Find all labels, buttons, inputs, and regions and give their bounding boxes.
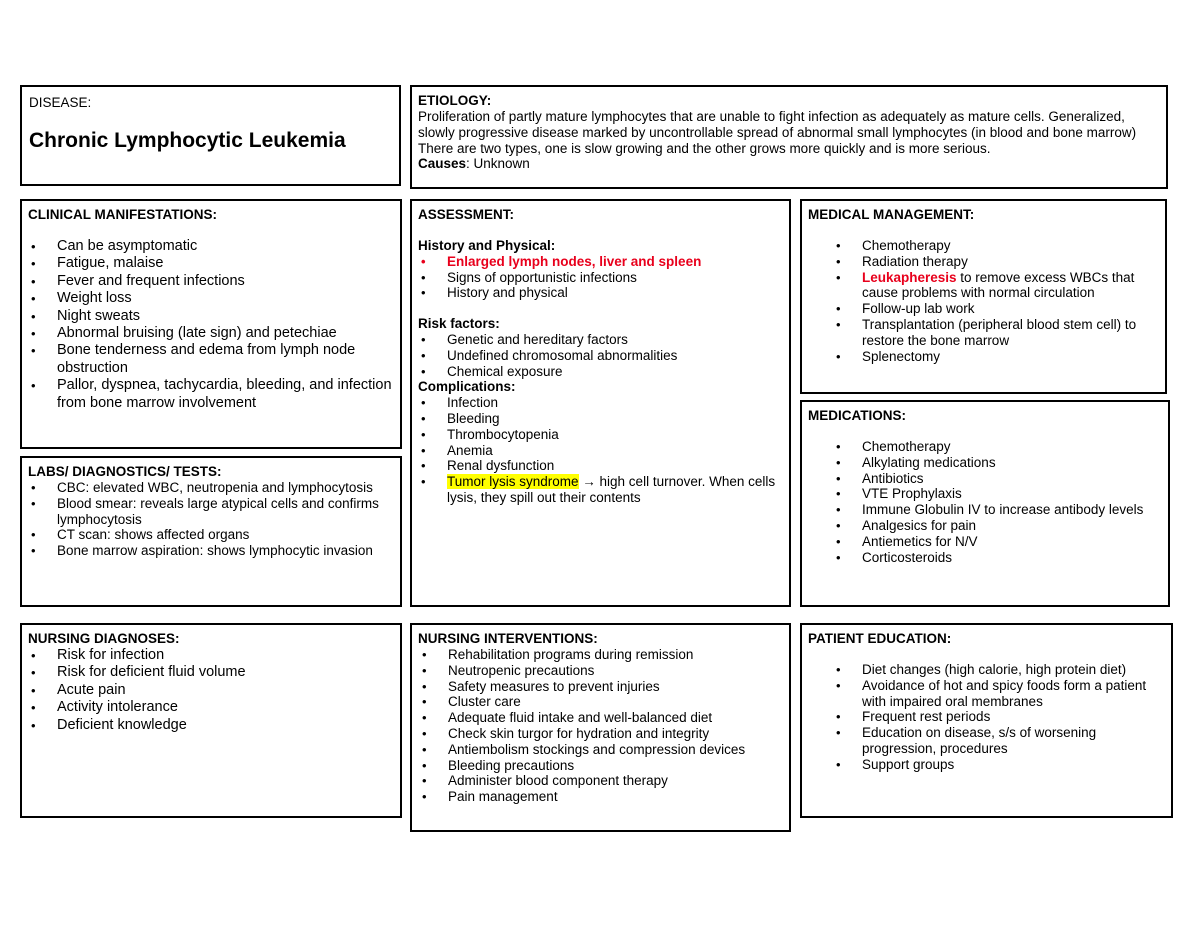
disease-label: DISEASE:: [29, 95, 92, 110]
list-item: • Chemotherapy: [836, 439, 1162, 455]
etiology-title: ETIOLOGY:: [418, 93, 492, 108]
medications-list: [808, 439, 1162, 565]
list-item: • Can be asymptomatic: [31, 238, 394, 255]
list-item: • Chemical exposure: [421, 364, 783, 380]
list-item: • Pain management: [422, 789, 783, 805]
list-item: • Deficient knowledge: [31, 717, 394, 734]
nursing-interventions-list: [418, 647, 783, 805]
hp-list: [418, 254, 783, 301]
nursing-interventions-box: [410, 623, 791, 832]
list-item: • Fever and frequent infections: [31, 273, 394, 290]
list-item: • Corticosteroids: [836, 550, 1162, 566]
labs-list: [28, 480, 394, 559]
etiology-box: [410, 85, 1168, 189]
list-item: • Cluster care: [422, 694, 783, 710]
list-item: • Alkylating medications: [836, 455, 1162, 471]
list-item: • Acute pain: [31, 682, 394, 699]
list-item: [836, 270, 1159, 302]
list-item: • Radiation therapy: [836, 254, 1159, 270]
list-item: • Administer blood component therapy: [422, 773, 783, 789]
list-item: • Support groups: [836, 757, 1165, 773]
list-item: • Education on disease, s/s of worsening progression, procedures: [836, 725, 1165, 757]
list-item: • CBC: elevated WBC, neutropenia and lymphocytosis: [31, 480, 394, 496]
list-item: • Diet changes (high calorie, high protein diet): [836, 662, 1165, 678]
labs-box: [20, 456, 402, 607]
list-item: • Anemia: [421, 443, 783, 459]
list-item: • Antiembolism stockings and compression devices: [422, 742, 783, 758]
assessment-title: ASSESSMENT:: [418, 207, 515, 222]
list-item: • Rehabilitation programs during remission: [422, 647, 783, 663]
causes-value: : Unknown: [466, 156, 530, 172]
list-item: • Frequent rest periods: [836, 709, 1165, 725]
list-item: • Risk for deficient fluid volume: [31, 664, 394, 681]
leukapheresis-label: Leukapheresis: [862, 269, 957, 285]
disease-box: [20, 85, 401, 186]
medications-title: MEDICATIONS:: [808, 408, 906, 423]
list-item: • Bone tenderness and edema from lymph node obstruction: [31, 342, 394, 377]
patient-education-box: [800, 623, 1173, 818]
list-item: • Genetic and hereditary factors: [421, 332, 783, 348]
medical-title: MEDICAL MANAGEMENT:: [808, 207, 975, 222]
patient-education-title: PATIENT EDUCATION:: [808, 631, 952, 646]
list-item: • Neutropenic precautions: [422, 663, 783, 679]
list-item: • Renal dysfunction: [421, 458, 783, 474]
list-item: • Analgesics for pain: [836, 518, 1162, 534]
list-item: • History and physical: [421, 285, 783, 301]
complications-label: Complications:: [418, 379, 516, 395]
causes-label: Causes: [418, 156, 467, 172]
labs-title: LABS/ DIAGNOSTICS/ TESTS:: [28, 464, 222, 479]
disease-name: Chronic Lymphocytic Leukemia: [29, 128, 346, 152]
list-item: • Follow-up lab work: [836, 301, 1159, 317]
list-item: • Night sweats: [31, 308, 394, 325]
list-item: • Activity intolerance: [31, 699, 394, 716]
tumor-lysis-highlight: Tumor lysis syndrome: [447, 474, 579, 490]
medical-list: [808, 238, 1159, 364]
list-item: • VTE Prophylaxis: [836, 486, 1162, 502]
complications-list: [418, 395, 783, 506]
list-item: • Abnormal bruising (late sign) and petechiae: [31, 325, 394, 342]
list-item: • Undefined chromosomal abnormalities: [421, 348, 783, 364]
clinical-title: CLINICAL MANIFESTATIONS:: [28, 207, 217, 222]
list-item: • Splenectomy: [836, 349, 1159, 365]
list-item: • Weight loss: [31, 290, 394, 307]
list-item: • Antibiotics: [836, 471, 1162, 487]
list-item: • Bleeding precautions: [422, 758, 783, 774]
risk-list: [418, 332, 783, 379]
list-item: • Adequate fluid intake and well-balanced diet: [422, 710, 783, 726]
list-item: • Bleeding: [421, 411, 783, 427]
list-item: • Safety measures to prevent injuries: [422, 679, 783, 695]
etiology-causes: [418, 156, 1160, 172]
list-item: • Immune Globulin IV to increase antibody levels: [836, 502, 1162, 518]
leukapheresis-text: to remove excess WBCs that cause problems with normal circulation: [862, 269, 1135, 301]
nursing-diagnoses-list: [28, 647, 394, 734]
list-item: • Blood smear: reveals large atypical cells and confirms lymphocytosis: [31, 496, 394, 528]
list-item: • Thrombocytopenia: [421, 427, 783, 443]
list-item: [421, 474, 783, 506]
tumor-lysis-text: → high cell turnover. When cells lysis, they spill out their contents: [447, 474, 776, 505]
nursing-diagnoses-title: NURSING DIAGNOSES:: [28, 631, 180, 646]
list-item: • Risk for infection: [31, 647, 394, 664]
assessment-box: [410, 199, 791, 607]
list-item: • Infection: [421, 395, 783, 411]
etiology-text: Proliferation of partly mature lymphocytes that are unable to fight infection as adequately as mature cells. Generalized, slowly progressive disease marked by uncontrollable spread of abnormal small lymphocytes (in blood and bone marrow) There are two types, one is slow growing and the other grows more quickly and is more serious.: [418, 109, 1137, 156]
clinical-list: [28, 238, 394, 412]
list-item: • Chemotherapy: [836, 238, 1159, 254]
medications-box: [800, 400, 1170, 607]
list-item: • Bone marrow aspiration: shows lymphocytic invasion: [31, 543, 394, 559]
list-item: • CT scan: shows affected organs: [31, 527, 394, 543]
list-item: • Antiemetics for N/V: [836, 534, 1162, 550]
list-item: • Pallor, dyspnea, tachycardia, bleeding, and infection from bone marrow involvement: [31, 377, 394, 412]
hp-label: History and Physical:: [418, 238, 556, 253]
patient-education-list: [808, 662, 1165, 773]
clinical-box: [20, 199, 402, 449]
nursing-interventions-title: NURSING INTERVENTIONS:: [418, 631, 598, 646]
hp-highlight-item: • Enlarged lymph nodes, liver and spleen: [421, 254, 783, 270]
list-item: • Signs of opportunistic infections: [421, 270, 783, 286]
list-item: • Fatigue, malaise: [31, 255, 394, 272]
risk-label: Risk factors:: [418, 316, 500, 332]
list-item: • Avoidance of hot and spicy foods form a patient with impaired oral membranes: [836, 678, 1165, 710]
list-item: • Check skin turgor for hydration and integrity: [422, 726, 783, 742]
nursing-diagnoses-box: [20, 623, 402, 818]
list-item: • Transplantation (peripheral blood stem cell) to restore the bone marrow: [836, 317, 1159, 349]
medical-box: [800, 199, 1167, 394]
